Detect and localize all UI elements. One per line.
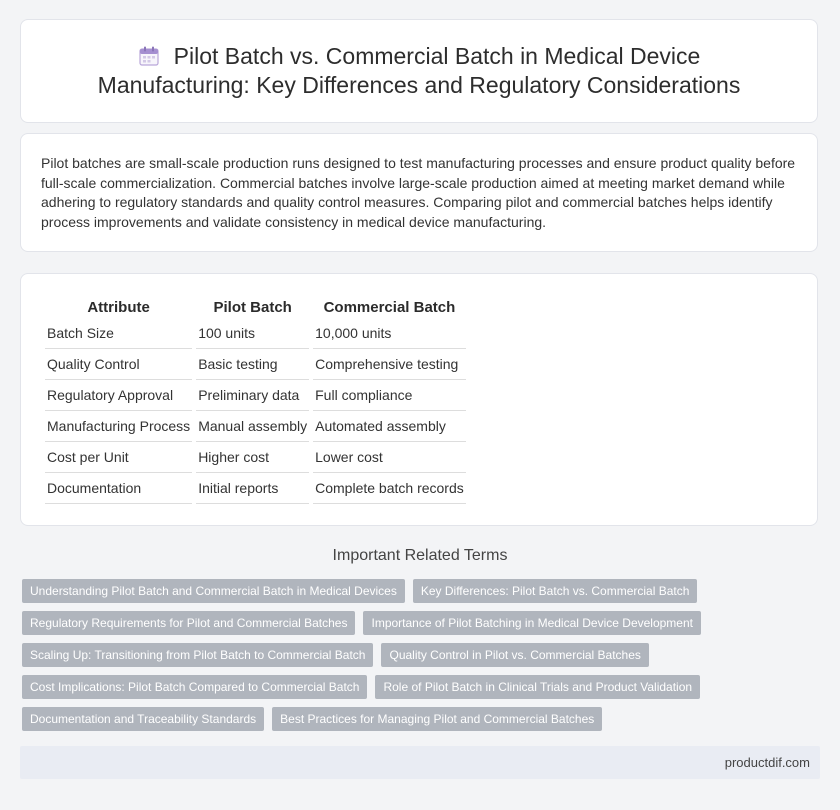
column-header: Commercial Batch	[323, 298, 456, 316]
related-term-link[interactable]: Key Differences: Pilot Batch vs. Commercial Batch	[413, 579, 698, 603]
table-row	[45, 380, 466, 411]
page-title	[98, 42, 741, 100]
column-header: Attribute	[87, 298, 150, 316]
related-term-link[interactable]: Importance of Pilot Batching in Medical Device Development	[363, 611, 701, 635]
tag-row	[22, 611, 812, 635]
table-cell: Manufacturing Process	[45, 411, 192, 442]
table-cell: Cost per Unit	[45, 442, 192, 473]
intro-text: Pilot batches are small-scale production runs designed to test manufacturing processes and ensure product quality before full-scale commercialization. Commercial batches involve large-scale production aimed at meeting market demand while adhering to regulatory standards and quality control measures. Comparing pilot and commercial batches helps identify process improvements and validate consistency in medical device manufacturing.	[41, 155, 796, 230]
related-terms-title: Important Related Terms	[332, 547, 508, 564]
table-cell: 10,000 units	[313, 318, 466, 349]
title-card	[20, 19, 818, 123]
table-row	[45, 349, 466, 380]
table-cell: Initial reports	[196, 473, 309, 504]
calendar-icon	[138, 45, 160, 67]
table-cell: Automated assembly	[313, 411, 466, 442]
related-term-link[interactable]: Quality Control in Pilot vs. Commercial Batches	[381, 643, 648, 667]
table-cell: Regulatory Approval	[45, 380, 192, 411]
tag-row	[22, 643, 812, 667]
table-cell: Full compliance	[313, 380, 466, 411]
comparison-table	[41, 296, 470, 504]
table-cell: Higher cost	[196, 442, 309, 473]
table-cell: Lower cost	[313, 442, 466, 473]
table-row	[45, 411, 466, 442]
table-cell: Quality Control	[45, 349, 192, 380]
footer	[20, 746, 820, 779]
related-term-link[interactable]: Cost Implications: Pilot Batch Compared to Commercial Batch	[22, 675, 367, 699]
title-line-1: Pilot Batch vs. Commercial Batch in Medical Device	[173, 43, 701, 69]
intro-card	[20, 133, 818, 252]
related-term-link[interactable]: Documentation and Traceability Standards	[22, 707, 264, 731]
table-header-row	[45, 296, 466, 318]
related-term-link[interactable]: Regulatory Requirements for Pilot and Commercial Batches	[22, 611, 355, 635]
column-header: Pilot Batch	[213, 298, 292, 316]
tag-row	[22, 579, 812, 603]
related-term-link[interactable]: Understanding Pilot Batch and Commercial Batch in Medical Devices	[22, 579, 405, 603]
related-term-link[interactable]: Role of Pilot Batch in Clinical Trials and Product Validation	[375, 675, 700, 699]
tag-row	[22, 707, 812, 731]
table-cell: Comprehensive testing	[313, 349, 466, 380]
table-row	[45, 442, 466, 473]
table-cell: 100 units	[196, 318, 309, 349]
table-cell: Complete batch records	[313, 473, 466, 504]
related-term-link[interactable]: Best Practices for Managing Pilot and Commercial Batches	[272, 707, 602, 731]
tag-row	[22, 675, 812, 699]
table-cell: Preliminary data	[196, 380, 309, 411]
table-cell: Documentation	[45, 473, 192, 504]
table-row	[45, 318, 466, 349]
table-cell: Manual assembly	[196, 411, 309, 442]
table-row	[45, 473, 466, 504]
comparison-card	[20, 273, 818, 526]
table-cell: Batch Size	[45, 318, 192, 349]
related-term-link[interactable]: Scaling Up: Transitioning from Pilot Batch to Commercial Batch	[22, 643, 373, 667]
title-line-2: Manufacturing: Key Differences and Regulatory Considerations	[97, 72, 741, 98]
footer-site-link[interactable]: productdif.com	[724, 755, 810, 770]
related-terms-list	[22, 579, 812, 739]
table-cell: Basic testing	[196, 349, 309, 380]
